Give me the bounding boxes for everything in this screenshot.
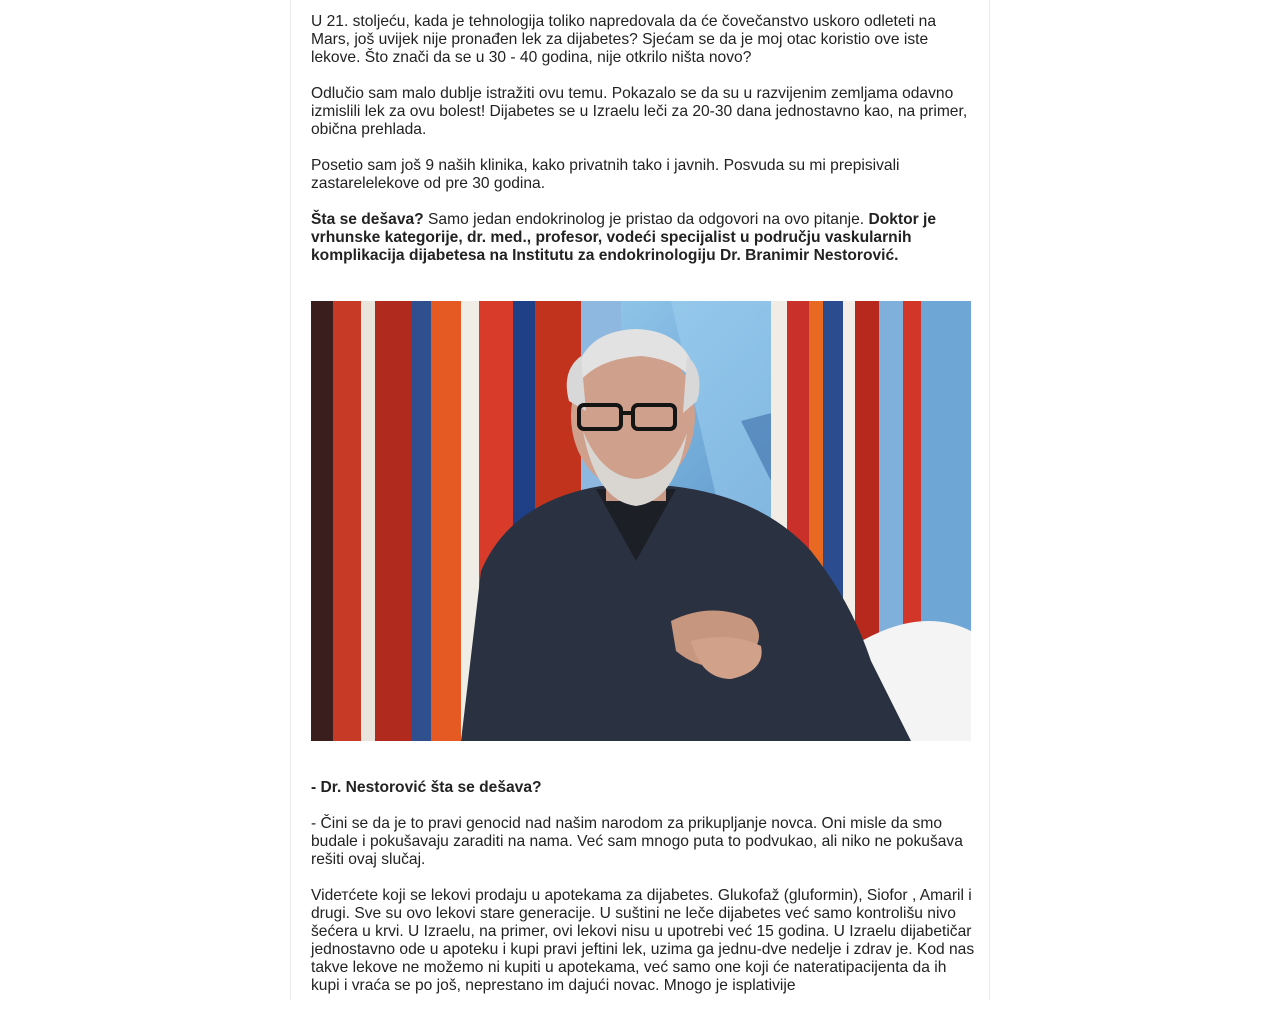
interview-question: - Dr. Nestorović šta se dešava? [311, 779, 542, 796]
paragraph-clinics: Posetio sam još 9 naših klinika, kako privatnih tako i javnih. Posvuda su mi prepisivali zastarelelekove od pre 30 godina. [311, 157, 900, 192]
paragraph-endocrinologist-text: Samo jedan endokrinolog je pristao da odgovori na ovo pitanje. [423, 211, 869, 228]
paragraph-endocrinologist [311, 211, 975, 265]
article-body [311, 13, 975, 1013]
doctor-photo [311, 301, 971, 741]
paragraph-medicines: Vidетćete koji se lekovi prodaju u apotekama za dijabetes. Glukofaž (gluformin), Siofor , Amaril i drugi. Sve su ovo lekovi stare generacije. U suštini ne leče dijabetes već samo kontrolišu nivo šećera u krvi. U Izraelu, na primer, ovi lekovi nisu u upotrebi već 15 godina. U Izraelu dijabetičar jednostavno ode u apoteku i kupi pravi jeftini lek, uzima ga jednu-dve nedelje i zdrav je. Kod nas takve lekove ne možemo ni kupiti u apotekama, već samo one koji će nateratipacijenta da ih kupi i vraća se po još, neprestano im dajući novac. Mnogo je isplativije [311, 887, 975, 994]
doctor-description: Doktor je vrhunske kategorije, dr. med., profesor, vodeći specijalist u području vaskularnih komplikacija dijabetesa na Institutu za endokrinologiju Dr. Branimir Nestorović. [311, 211, 937, 264]
paragraph-research: Odlučio sam malo dublje istražiti ovu temu. Pokazalo se da su u razvijenim zemljama odavno izmislili lek za ovu bolest! Dijabetes se u Izraelu leči za 20-30 dana jednostavno kao, na primer, obična prehlada. [311, 85, 968, 138]
article-page [290, 0, 990, 1000]
lead-question: Šta se dešava? [311, 211, 424, 228]
paragraph-answer: - Čini se da je to pravi genocid nad našim narodom za prikupljanje novca. Oni misle da smo budale i pokušavaju zaraditi na nama. Već sam mnogo puta to podvukao, ali niko ne pokušava rešiti ovaj slučaj. [311, 815, 963, 868]
paragraph-intro: U 21. stoljeću, kada je tehnologija toliko napredovala da će čovečanstvo uskoro odleteti na Mars, još uvijek nije pronađen lek za dijabetes? Sjećam se da je moj otac koristio ove iste lekove. Što znači da se u 30 - 40 godina, nije otkrilo ništa novo? [311, 13, 937, 66]
